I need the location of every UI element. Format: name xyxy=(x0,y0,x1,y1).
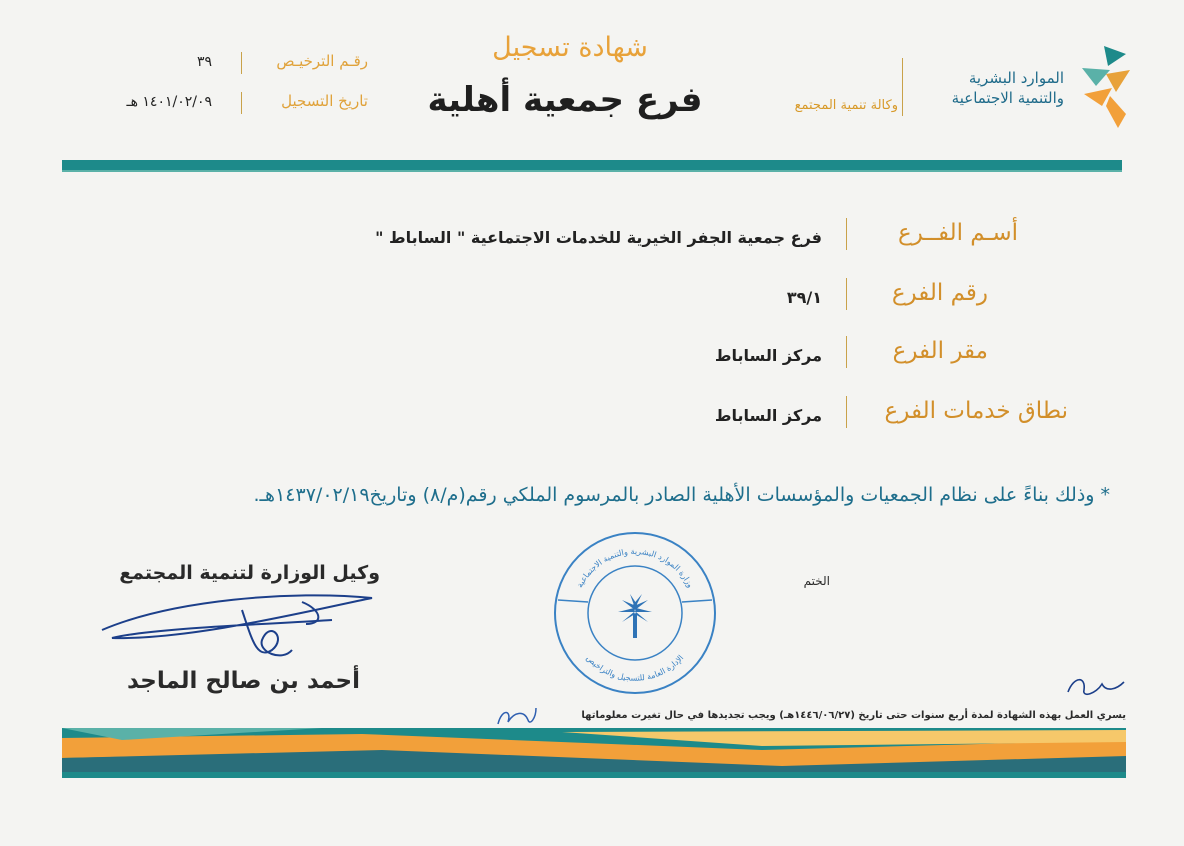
license-value: ٣٩ xyxy=(196,54,212,70)
header-divider xyxy=(62,160,1122,170)
branch-name-value: فرع جمعية الجفر الخيرية للخدمات الاجتماعية " الساباط " xyxy=(375,228,822,247)
license-label: رقـم الترخيـص xyxy=(276,52,368,70)
handwritten-margin-note xyxy=(494,700,540,730)
agency-name: وكالة تنمية المجتمع xyxy=(794,98,898,113)
certificate-title: شهادة تسجيل xyxy=(492,32,648,63)
ministry-name-line2: والتنمية الاجتماعية xyxy=(951,89,1064,107)
handwritten-initials xyxy=(1060,668,1130,702)
branch-number-value: ٣٩/١ xyxy=(786,288,822,307)
header-divider-thin xyxy=(62,170,1122,172)
branch-seat-value: مركز الساباط xyxy=(714,346,822,365)
ministry-name-line1: الموارد البشرية xyxy=(968,69,1064,87)
registration-date-value: ١٤٠١/٠٢/٠٩ هـ xyxy=(126,94,212,110)
branch-seat-label: مقر الفرع xyxy=(892,338,988,364)
handwritten-signature xyxy=(92,580,382,672)
validity-note: يسري العمل بهذه الشهادة لمدة أربع سنوات حتى تاريخ (١٤٤٦/٠٦/٢٧هـ) ويجب تجديدها في حال تغيرت معلوماتها xyxy=(581,710,1126,721)
stamp-bottom-text: الإدارة العامة للتسجيل والتراخيص xyxy=(584,653,686,683)
branch-number-label: رقم الفرع xyxy=(891,280,988,306)
ministry-name xyxy=(952,68,1064,108)
legal-basis-note: * وذلك بناءً على نظام الجمعيات والمؤسسات الأهلية الصادر بالمرسوم الملكي رقم(م/٨) وتاريخ١٤٣٧/٠٢/١٩هـ. xyxy=(253,484,1110,506)
seal-label: الختم xyxy=(803,574,830,588)
footer-band xyxy=(62,728,1126,778)
service-scope-label: نطاق خدمات الفرع xyxy=(884,398,1068,424)
ministry-logo-icon xyxy=(1076,44,1132,130)
service-scope-value: مركز الساباط xyxy=(714,406,822,425)
branch-name-label: أسـم الفــرع xyxy=(898,220,1018,246)
official-stamp xyxy=(552,530,718,696)
certificate-type: فرع جمعية أهلية xyxy=(427,80,703,120)
signatory-title: وكيل الوزارة لتنمية المجتمع xyxy=(119,562,380,584)
registration-date-label: تاريخ التسجيل xyxy=(281,92,368,110)
stamp-top-text: وزارة الموارد البشرية والتنمية الاجتماعية xyxy=(575,546,695,590)
palm-emblem-icon xyxy=(618,594,652,638)
signatory-name: أحمد بن صالح الماجد xyxy=(126,668,360,694)
